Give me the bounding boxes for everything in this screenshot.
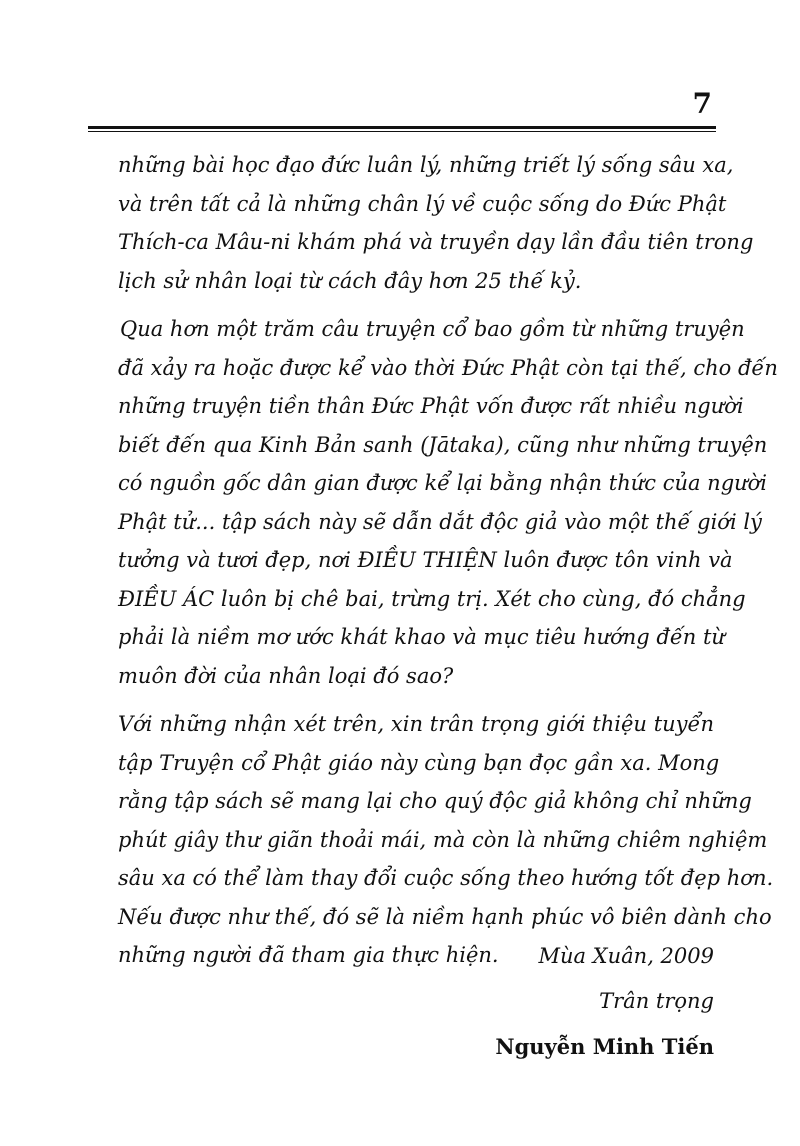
paragraph-line: sâu xa có thể làm thay đổi cuộc sống theo hướng tốt đẹp hơn.: [118, 866, 774, 890]
paragraph-line: tập Truyện cổ Phật giáo này cùng bạn đọc gần xa. Mong: [118, 750, 720, 775]
paragraph-line: biết đến qua Kinh Bản sanh (Jātaka), cũng như những truyện: [118, 432, 768, 457]
signature-closing: Trân trọng: [599, 989, 714, 1013]
paragraph-line: tưởng và tươi đẹp, nơi ĐIỀU THIỆN luôn được tôn vinh và: [118, 548, 733, 572]
paragraph-line: phải là niềm mơ ước khát khao và mục tiêu hướng đến từ: [118, 625, 725, 649]
paragraph-line: lịch sử nhân loại từ cách đây hơn 25 thế kỷ.: [118, 268, 582, 293]
signature-block: [495, 934, 714, 1069]
paragraph-line: những truyện tiền thân Đức Phật vốn được rất nhiều người: [118, 394, 744, 418]
paragraph-line: Qua hơn một trăm câu truyện cổ bao gồm từ những truyện: [120, 317, 745, 341]
page-number: 7: [692, 87, 712, 120]
paragraph-line: những người đã tham gia thực hiện.: [118, 943, 499, 967]
paragraph-line: đã xảy ra hoặc được kể vào thời Đức Phật còn tại thế, cho đến: [118, 355, 778, 380]
paragraph-line: ĐIỀU ÁC luôn bị chê bai, trừng trị. Xét cho cùng, đó chẳng: [118, 586, 746, 611]
signature-date: Mùa Xuân, 2009: [538, 944, 714, 968]
paragraph-line: và trên tất cả là những chân lý về cuộc sống do Đức Phật: [118, 191, 727, 216]
paragraph-line: Thích-ca Mâu-ni khám phá và truyền dạy lần đầu tiên trong: [118, 230, 754, 254]
paragraph-line: muôn đời của nhân loại đó sao?: [118, 663, 454, 688]
header-rule-thin: [88, 131, 716, 132]
header-rule-thick: [88, 126, 716, 129]
paragraph-line: có nguồn gốc dân gian được kể lại bằng nhận thức của người: [118, 471, 768, 495]
paragraph-line: Với những nhận xét trên, xin trân trọng giới thiệu tuyển: [118, 712, 714, 736]
paragraph-line: rằng tập sách sẽ mang lại cho quý độc giả không chỉ những: [118, 789, 752, 813]
body-text: [118, 146, 778, 975]
signature-author: Nguyễn Minh Tiến: [495, 1034, 714, 1059]
paragraph-1: [118, 146, 754, 300]
paragraph-2: [118, 310, 778, 695]
paragraph-line: phút giây thư giãn thoải mái, mà còn là những chiêm nghiệm: [118, 827, 768, 852]
paragraph-line: những bài học đạo đức luân lý, những triết lý sống sâu xa,: [118, 153, 734, 177]
paragraph-line: Phật tử... tập sách này sẽ dẫn dắt độc giả vào một thế giới lý: [118, 509, 762, 534]
paragraph-line: Nếu được như thế, đó sẽ là niềm hạnh phúc vô biên dành cho: [118, 904, 772, 929]
